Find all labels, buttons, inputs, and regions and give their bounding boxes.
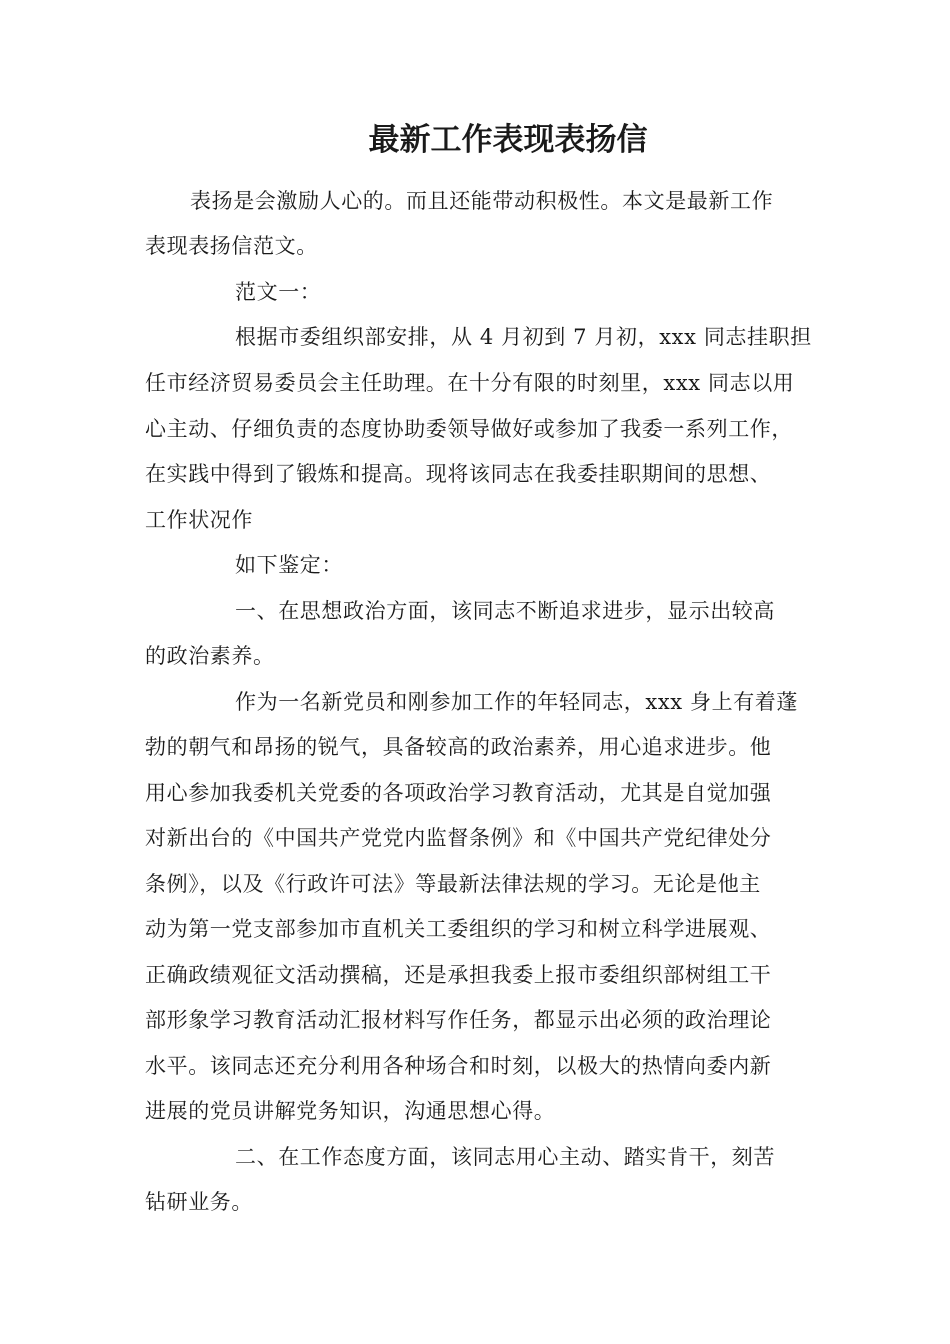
paragraph-line: 对新出台的《中国共产党党内监督条例》和《中国共产党纪律处分 [145,826,772,850]
paragraph-line: 如下鉴定： [235,553,343,577]
paragraph-line: 工作状况作 [145,508,253,532]
paragraph-line: 的政治素养。 [145,644,275,668]
paragraph-line: 条例》，以及《行政许可法》等最新法律法规的学习。无论是他主 [145,872,761,896]
paragraph-line: 根据市委组织部安排，从 4 月初到 7 月初，xxx 同志挂职担 [235,325,812,349]
paragraph-line: 任市经济贸易委员会主任助理。在十分有限的时刻里，xxx 同志以用 [145,371,795,395]
paragraph-line: 水平。该同志还充分利用各种场合和时刻，以极大的热情向委内新 [145,1054,772,1078]
paragraph-line: 范文一： [235,280,322,304]
paragraph-line: 在实践中得到了锻炼和提高。现将该同志在我委挂职期间的思想、 [145,462,772,486]
paragraph-line: 表现表扬信范文。 [145,234,318,258]
paragraph-line: 钻研业务。 [145,1190,253,1214]
document-title: 最新工作表现表扬信 [368,122,648,158]
paragraph-line: 正确政绩观征文活动撰稿，还是承担我委上报市委组织部树组工干 [145,963,772,987]
paragraph-line: 表扬是会激励人心的。而且还能带动积极性。本文是最新工作 [190,189,774,213]
paragraph-line: 心主动、仔细负责的态度协助委领导做好或参加了我委一系列工作， [145,417,793,441]
paragraph-line: 部形象学习教育活动汇报材料写作任务，都显示出必须的政治理论 [145,1008,772,1032]
paragraph-line: 进展的党员讲解党务知识，沟通思想心得。 [145,1099,556,1123]
paragraph-line: 作为一名新党员和刚参加工作的年轻同志，xxx 身上有着蓬 [235,690,799,714]
paragraph-line: 用心参加我委机关党委的各项政治学习教育活动，尤其是自觉加强 [145,781,772,805]
paragraph-line: 二、在工作态度方面，该同志用心主动、踏实肯干，刻苦 [235,1145,775,1169]
paragraph-line: 一、在思想政治方面，该同志不断追求进步，显示出较高 [235,599,775,623]
paragraph-line: 动为第一党支部参加市直机关工委组织的学习和树立科学进展观、 [145,917,772,941]
paragraph-line: 勃的朝气和昂扬的锐气，具备较高的政治素养，用心追求进步。他 [145,735,772,759]
